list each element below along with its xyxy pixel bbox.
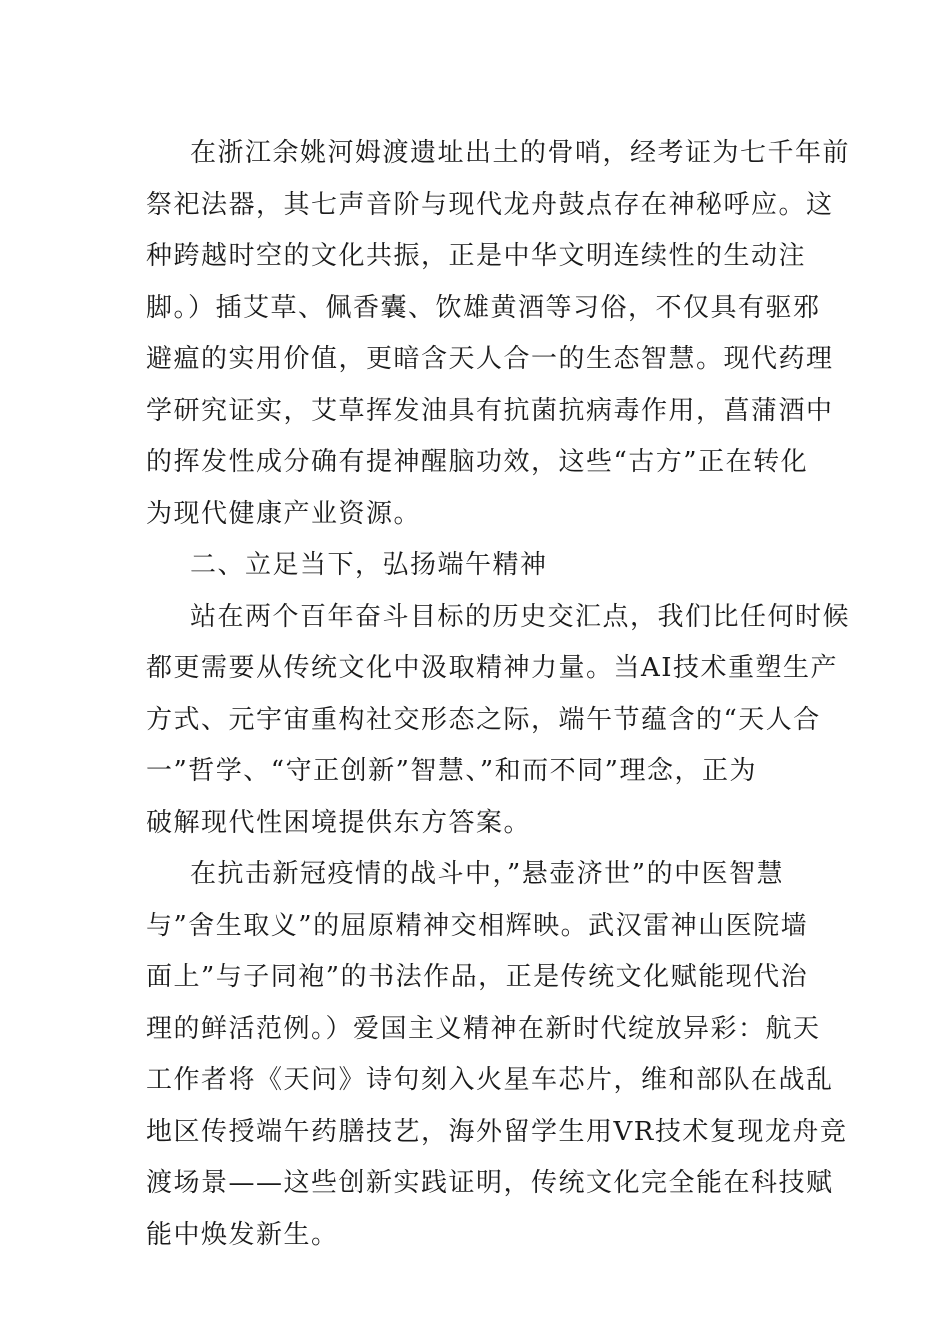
text-line: 的挥发性成分确有提神醒脑功效，这些“古方”正在转化 bbox=[146, 447, 809, 477]
text-line: 破解现代性困境提供东方答案。 bbox=[146, 807, 532, 838]
text-line: 站在两个百年奋斗目标的历史交汇点，我们比任何时候 bbox=[190, 601, 851, 632]
text-line: 为现代健康产业资源。 bbox=[146, 498, 422, 529]
text-line: 一”哲学、“守正创新”智慧、”和而不同”理念，正为 bbox=[146, 756, 757, 786]
text-line: 能中焕发新生。 bbox=[146, 1219, 339, 1250]
text-line: 都更需要从传统文化中汲取精神力量。当AI技术重塑生产 bbox=[146, 653, 839, 683]
text-line: 在抗击新冠疫情的战斗中，”悬壶济世”的中医智慧 bbox=[190, 859, 785, 889]
text-line: 在浙江余姚河姆渡遗址出土的骨哨，经考证为七千年前 bbox=[190, 138, 851, 168]
text-line: 与”舍生取义”的屈原精神交相辉映。武汉雷神山医院墙 bbox=[146, 910, 809, 941]
text-line: 面上”与子同袍”的书法作品，正是传统文化赋能现代治 bbox=[146, 962, 809, 992]
text-line: 地区传授端午药膳技艺，海外留学生用VR技术复现龙舟竞 bbox=[146, 1116, 848, 1147]
paragraph-historic-junction bbox=[146, 592, 851, 850]
text-line: 避瘟的实用价值，更暗含天人合一的生态智慧。现代药理 bbox=[146, 344, 834, 374]
paragraph-hemudu-bone-whistle bbox=[146, 128, 851, 540]
text-line: 祭祀法器，其七声音阶与现代龙舟鼓点存在神秘呼应。这 bbox=[146, 189, 834, 220]
section-heading bbox=[146, 540, 804, 592]
text-line: 方式、元宇宙重构社交形态之际，端午节蕴含的“天人合 bbox=[146, 704, 821, 735]
text-line: 脚。）插艾草、佩香囊、饮雄黄酒等习俗，不仅具有驱邪 bbox=[146, 292, 821, 323]
document-body bbox=[146, 128, 851, 1261]
text-line: 学研究证实，艾草挥发油具有抗菌抗病毒作用，菖蒲酒中 bbox=[146, 395, 834, 426]
text-line: 理的鲜活范例。）爱国主义精神在新时代绽放异彩：航天 bbox=[146, 1013, 821, 1044]
paragraph-pandemic-spirit bbox=[146, 849, 848, 1261]
text-line: 工作者将《天问》诗句刻入火星车芯片，维和部队在战乱 bbox=[146, 1065, 834, 1095]
text-line: 种跨越时空的文化共振，正是中华文明连续性的生动注 bbox=[146, 241, 807, 271]
section-heading-text: 二、立足当下，弘扬端午精神 bbox=[190, 550, 548, 580]
text-line: 渡场景——这些创新实践证明，传统文化完全能在科技赋 bbox=[146, 1168, 834, 1198]
